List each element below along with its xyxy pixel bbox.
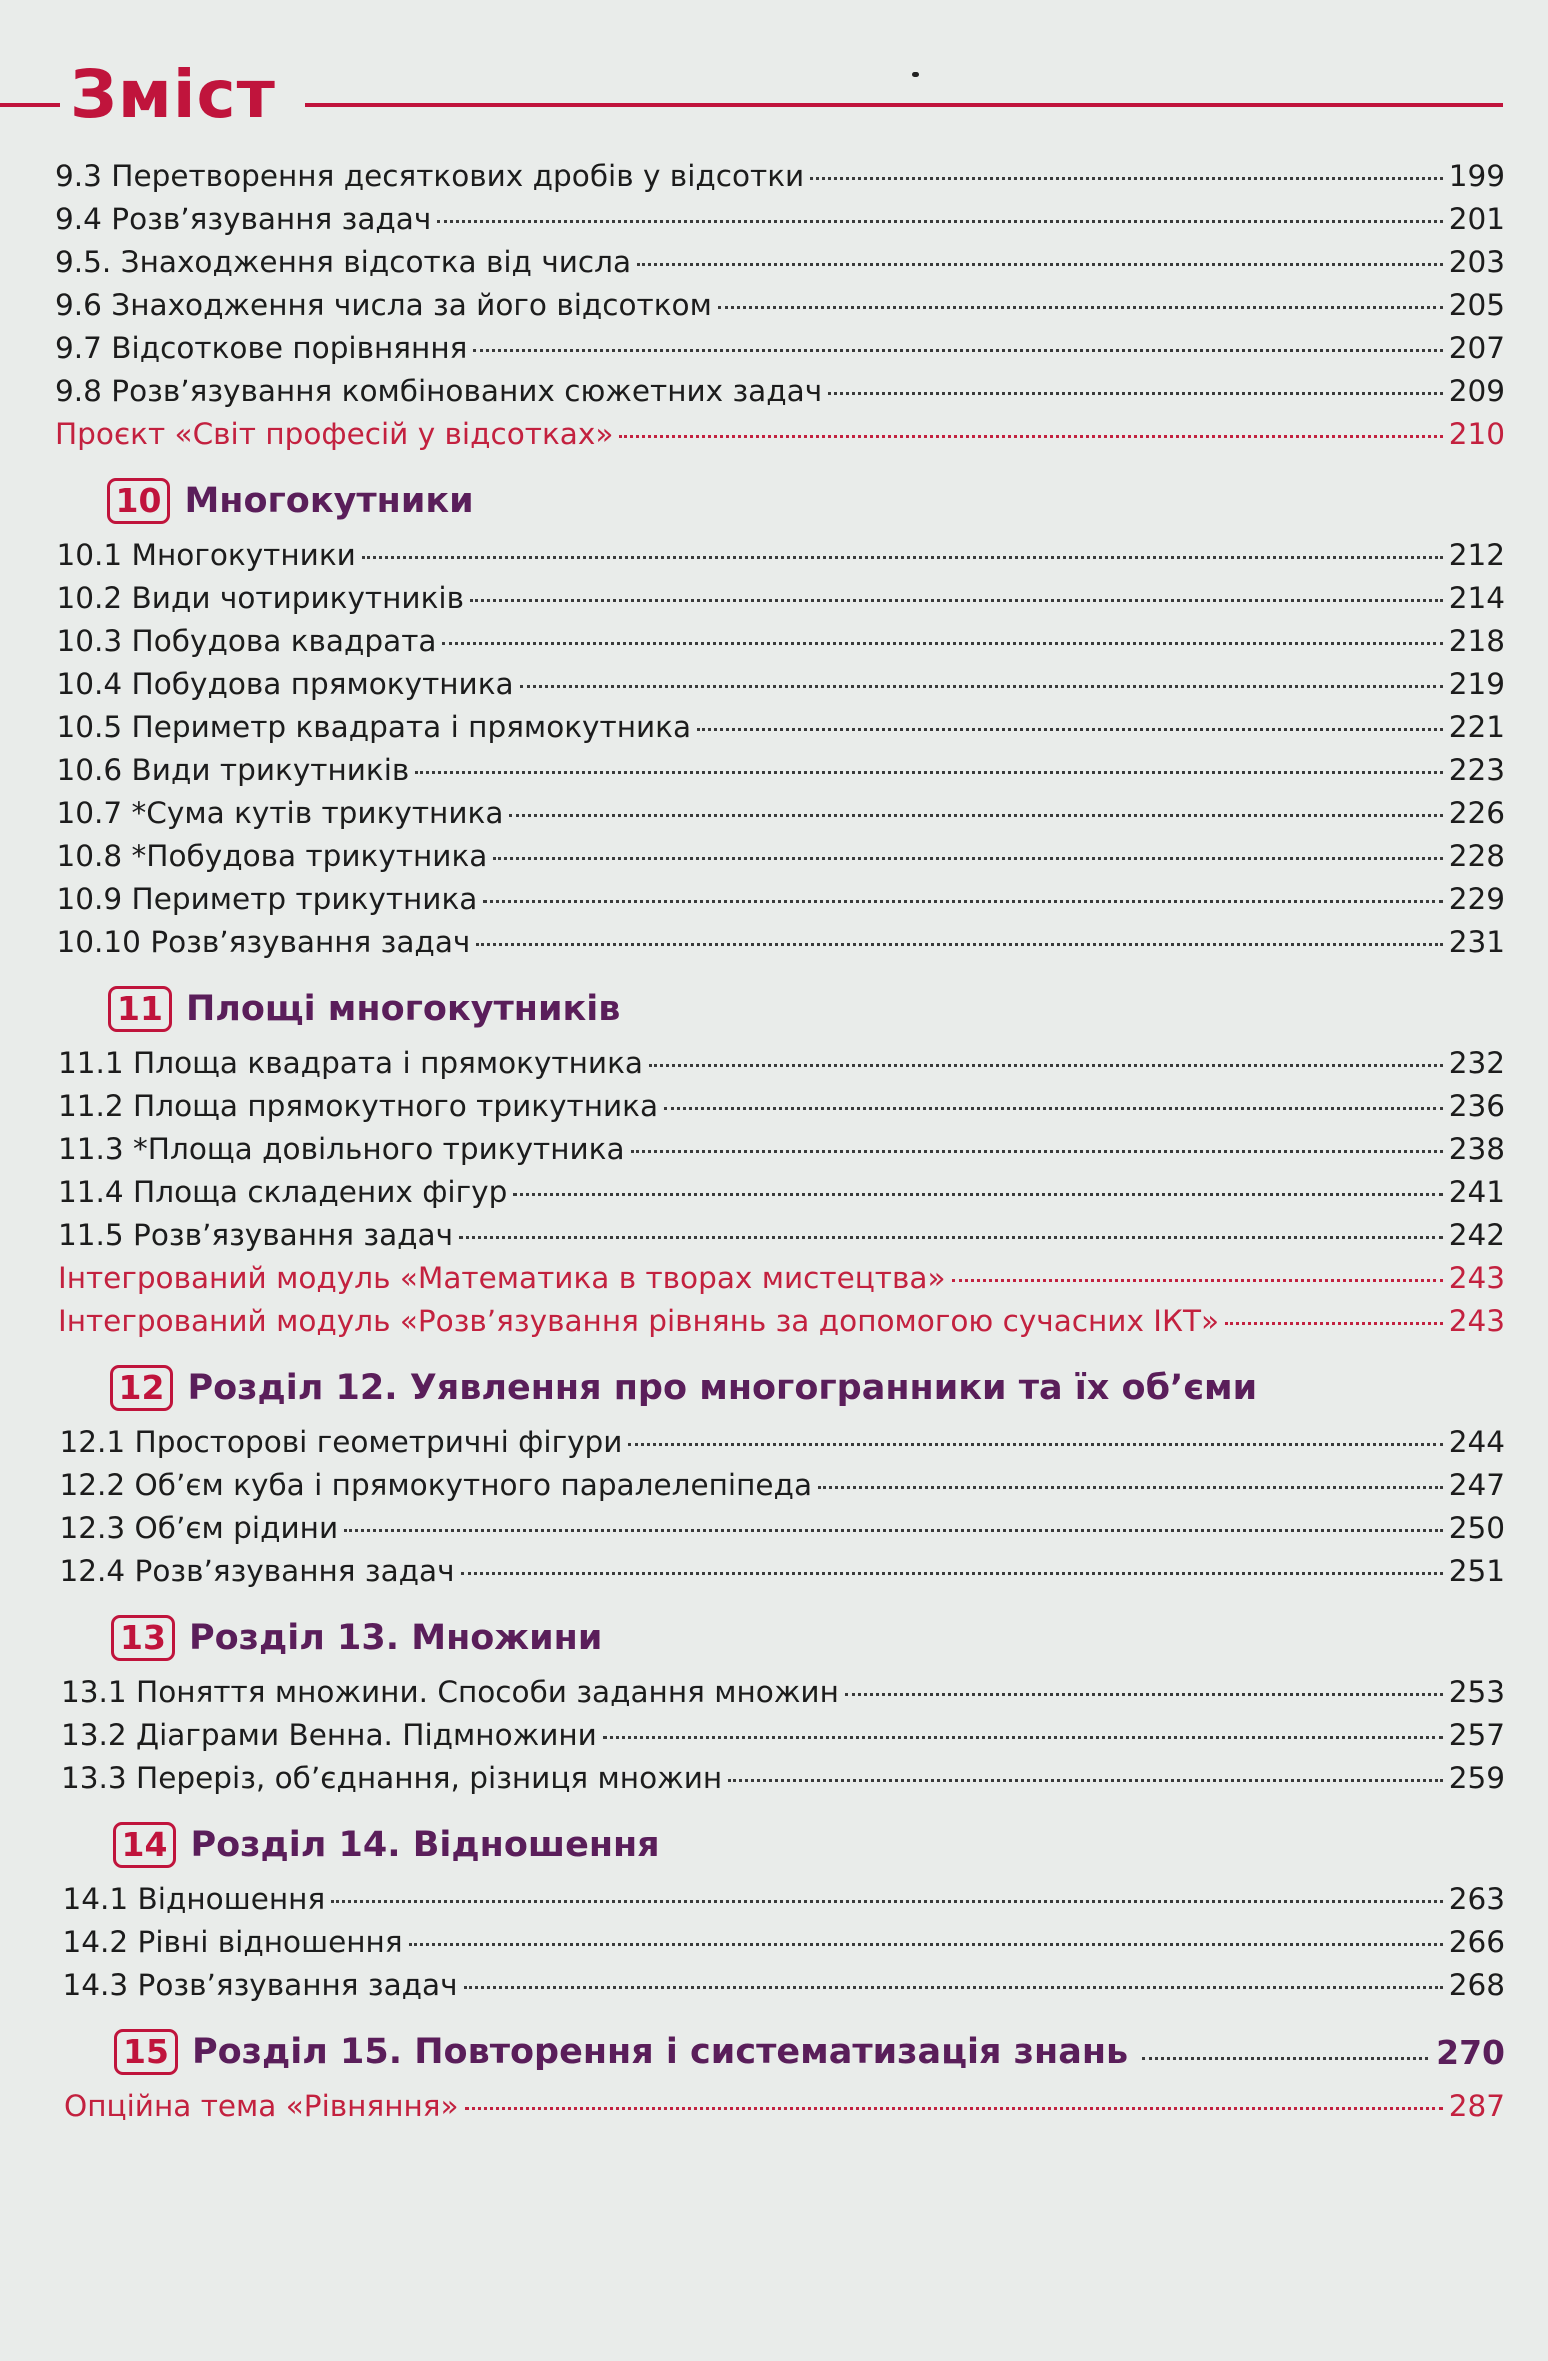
entry-page-number: 238 bbox=[1448, 1132, 1505, 1166]
entry-page-number: 212 bbox=[1448, 538, 1505, 572]
toc-entry[interactable] bbox=[55, 1671, 1505, 1714]
entry-label: 10.6 Види трикутників bbox=[56, 753, 410, 787]
entry-label: 10.9 Периметр трикутника bbox=[56, 882, 478, 916]
entry-page-number: 210 bbox=[1448, 417, 1505, 451]
toc-entry[interactable] bbox=[55, 749, 1505, 792]
toc-entry[interactable] bbox=[55, 370, 1505, 413]
leader-dots bbox=[459, 1236, 1443, 1239]
entry-label: 11.2 Площа прямокутного трикутника bbox=[58, 1089, 659, 1123]
entry-page-number: 257 bbox=[1448, 1718, 1505, 1752]
chapter-title: Розділ 13. Множини bbox=[188, 1618, 603, 1658]
toc-entry[interactable] bbox=[55, 1507, 1505, 1550]
leader-dots bbox=[628, 1443, 1442, 1446]
entry-label: Опційна тема «Рівняння» bbox=[64, 2089, 459, 2123]
entry-page-number: 242 bbox=[1448, 1218, 1505, 1252]
entry-page-number: 221 bbox=[1448, 710, 1505, 744]
toc-special-entry[interactable] bbox=[55, 1257, 1505, 1300]
entry-label: 12.4 Розв’язування задач bbox=[59, 1554, 455, 1588]
entry-page-number: 207 bbox=[1448, 331, 1505, 365]
title-rule-left bbox=[0, 103, 60, 107]
entry-label: 14.2 Рівні відношення bbox=[62, 1925, 403, 1959]
leader-dots bbox=[631, 1150, 1443, 1153]
leader-dots bbox=[728, 1779, 1443, 1782]
entry-label: 12.2 Об’єм куба і прямокутного паралелепіпеда bbox=[59, 1468, 813, 1502]
entry-label: 11.1 Площа квадрата і прямокутника bbox=[58, 1046, 643, 1080]
entry-label: 10.2 Види чотирикутників bbox=[56, 581, 464, 615]
entry-label: 9.3 Перетворення десяткових дробів у відсотки bbox=[55, 159, 805, 193]
entry-label: 11.3 *Площа довільного трикутника bbox=[58, 1132, 625, 1166]
chapter-number-badge: 15 bbox=[114, 2029, 178, 2075]
entry-page-number: 243 bbox=[1448, 1261, 1505, 1295]
entry-page-number: 218 bbox=[1448, 624, 1505, 658]
toc-entry[interactable] bbox=[55, 663, 1505, 706]
chapter-number-badge: 12 bbox=[110, 1365, 174, 1411]
entry-label: 10.7 *Сума кутів трикутника bbox=[56, 796, 504, 830]
entry-page-number: 241 bbox=[1448, 1175, 1505, 1209]
entry-label: Проєкт «Світ професій у відсотках» bbox=[55, 417, 614, 451]
entry-page-number: 244 bbox=[1448, 1425, 1505, 1459]
print-speck bbox=[912, 72, 919, 77]
leader-dots bbox=[520, 685, 1443, 688]
leader-dots bbox=[483, 900, 1442, 903]
entry-page-number: 251 bbox=[1448, 1554, 1505, 1588]
toc-entry[interactable] bbox=[55, 1214, 1505, 1257]
entry-page-number: 253 bbox=[1448, 1675, 1505, 1709]
entry-label: 9.8 Розв’язування комбінованих сюжетних задач bbox=[55, 374, 823, 408]
leader-dots bbox=[465, 2107, 1443, 2110]
chapter-number-badge: 13 bbox=[111, 1615, 175, 1661]
toc-entry[interactable] bbox=[55, 1085, 1505, 1128]
entry-label: 10.4 Побудова прямокутника bbox=[56, 667, 514, 701]
leader-dots bbox=[845, 1693, 1443, 1696]
entry-label: 13.2 Діаграми Венна. Підмножини bbox=[61, 1718, 597, 1752]
toc-entry[interactable] bbox=[55, 1921, 1505, 1964]
entry-label: 13.3 Переріз, об’єднання, різниця множин bbox=[61, 1761, 723, 1795]
toc-special-entry[interactable] bbox=[55, 413, 1505, 456]
entry-label: 10.1 Многокутники bbox=[56, 538, 356, 572]
chapter-page-number: 270 bbox=[1436, 2032, 1505, 2072]
entry-label: 12.3 Об’єм рідини bbox=[59, 1511, 339, 1545]
leader-dots bbox=[476, 943, 1442, 946]
chapter-heading-15[interactable] bbox=[55, 2029, 1505, 2075]
toc-entry[interactable] bbox=[55, 155, 1505, 198]
toc-entry[interactable] bbox=[55, 878, 1505, 921]
entry-page-number: 266 bbox=[1448, 1925, 1505, 1959]
entry-label: 9.6 Знаходження числа за його відсотком bbox=[55, 288, 712, 322]
toc-entry[interactable] bbox=[55, 241, 1505, 284]
toc-entry[interactable] bbox=[55, 1878, 1505, 1921]
chapter-number-badge: 14 bbox=[113, 1822, 177, 1868]
entry-page-number: 203 bbox=[1448, 245, 1505, 279]
leader-dots bbox=[493, 857, 1442, 860]
leader-dots bbox=[1225, 1322, 1443, 1325]
entry-page-number: 243 bbox=[1448, 1304, 1505, 1338]
toc-entry[interactable] bbox=[55, 706, 1505, 749]
leader-dots bbox=[464, 1986, 1443, 1989]
chapter-title: Розділ 15. Повторення і систематизація знань bbox=[191, 2032, 1129, 2072]
leader-dots bbox=[331, 1900, 1442, 1903]
chapter-number-badge: 10 bbox=[107, 478, 171, 524]
entry-label: 10.8 *Побудова трикутника bbox=[56, 839, 488, 873]
leader-dots bbox=[509, 814, 1442, 817]
entry-label: 10.10 Розв’язування задач bbox=[56, 925, 471, 959]
toc-entry[interactable] bbox=[55, 327, 1505, 370]
entry-page-number: 263 bbox=[1448, 1882, 1505, 1916]
toc-special-entry[interactable] bbox=[55, 1300, 1505, 1343]
entry-page-number: 228 bbox=[1448, 839, 1505, 873]
toc-entry[interactable] bbox=[55, 534, 1505, 577]
toc-entry[interactable] bbox=[55, 1550, 1505, 1593]
toc-entry[interactable] bbox=[55, 1964, 1505, 2007]
toc-entry[interactable] bbox=[55, 1421, 1505, 1464]
leader-dots bbox=[818, 1486, 1443, 1489]
entry-label: Інтегрований модуль «Математика в творах мистецтва» bbox=[58, 1261, 946, 1295]
toc-entry[interactable] bbox=[55, 284, 1505, 327]
toc-entry[interactable] bbox=[55, 620, 1505, 663]
toc-entry[interactable] bbox=[55, 792, 1505, 835]
entry-page-number: 226 bbox=[1448, 796, 1505, 830]
leader-dots bbox=[828, 392, 1443, 395]
entry-label: 13.1 Поняття множини. Способи задання множин bbox=[61, 1675, 839, 1709]
entry-page-number: 236 bbox=[1448, 1089, 1505, 1123]
table-of-contents bbox=[55, 155, 1505, 2128]
entry-page-number: 214 bbox=[1448, 581, 1505, 615]
toc-entry[interactable] bbox=[55, 198, 1505, 241]
entry-page-number: 268 bbox=[1448, 1968, 1505, 2002]
leader-dots bbox=[415, 771, 1442, 774]
toc-entry[interactable] bbox=[55, 1464, 1505, 1507]
leader-dots bbox=[470, 599, 1443, 602]
toc-entry[interactable] bbox=[55, 835, 1505, 878]
leader-dots bbox=[664, 1107, 1443, 1110]
leader-dots bbox=[697, 728, 1443, 731]
entry-label: 10.3 Побудова квадрата bbox=[56, 624, 437, 658]
leader-dots bbox=[810, 177, 1442, 180]
leader-dots bbox=[1142, 2057, 1428, 2060]
entry-page-number: 199 bbox=[1448, 159, 1505, 193]
chapter-heading-10[interactable] bbox=[55, 478, 1505, 524]
chapter-heading-13[interactable] bbox=[55, 1615, 1505, 1661]
page-title: Зміст bbox=[70, 56, 276, 133]
toc-entry[interactable] bbox=[55, 1714, 1505, 1757]
toc-entry[interactable] bbox=[55, 921, 1505, 964]
leader-dots bbox=[637, 263, 1443, 266]
entry-page-number: 247 bbox=[1448, 1468, 1505, 1502]
leader-dots bbox=[473, 349, 1442, 352]
entry-label: 11.5 Розв’язування задач bbox=[58, 1218, 454, 1252]
toc-special-entry[interactable] bbox=[55, 2085, 1505, 2128]
entry-page-number: 219 bbox=[1448, 667, 1505, 701]
leader-dots bbox=[409, 1943, 1443, 1946]
entry-page-number: 201 bbox=[1448, 202, 1505, 236]
chapter-heading-12[interactable] bbox=[55, 1365, 1505, 1411]
entry-label: 11.4 Площа складених фігур bbox=[58, 1175, 508, 1209]
entry-page-number: 209 bbox=[1448, 374, 1505, 408]
entry-label: 14.1 Відношення bbox=[62, 1882, 326, 1916]
toc-entry[interactable] bbox=[55, 577, 1505, 620]
entry-page-number: 232 bbox=[1448, 1046, 1505, 1080]
chapter-title: Розділ 14. Відношення bbox=[190, 1825, 660, 1865]
entry-label: 9.5. Знаходження відсотка від числа bbox=[55, 245, 632, 279]
entry-label: 9.7 Відсоткове порівняння bbox=[55, 331, 468, 365]
leader-dots bbox=[437, 220, 1442, 223]
entry-page-number: 205 bbox=[1448, 288, 1505, 322]
leader-dots bbox=[603, 1736, 1443, 1739]
chapter-title: Розділ 12. Уявлення про многогранники та їх об’єми bbox=[187, 1368, 1258, 1408]
leader-dots bbox=[362, 556, 1443, 559]
chapter-heading-11[interactable] bbox=[55, 986, 1505, 1032]
toc-entry[interactable] bbox=[55, 1171, 1505, 1214]
chapter-number-badge: 11 bbox=[108, 986, 172, 1032]
chapter-title: Площі многокутників bbox=[185, 989, 621, 1029]
leader-dots bbox=[344, 1529, 1443, 1532]
entry-label: 10.5 Периметр квадрата і прямокутника bbox=[56, 710, 692, 744]
leader-dots bbox=[619, 435, 1442, 438]
toc-entry[interactable] bbox=[55, 1128, 1505, 1171]
entry-label: Інтегрований модуль «Розв’язування рівнянь за допомогою сучасних ІКТ» bbox=[58, 1304, 1220, 1338]
leader-dots bbox=[649, 1064, 1443, 1067]
title-rule-right bbox=[305, 103, 1503, 107]
leader-dots bbox=[442, 642, 1442, 645]
leader-dots bbox=[952, 1279, 1443, 1282]
entry-label: 12.1 Просторові геометричні фігури bbox=[59, 1425, 623, 1459]
entry-page-number: 250 bbox=[1448, 1511, 1505, 1545]
leader-dots bbox=[513, 1193, 1442, 1196]
entry-label: 9.4 Розв’язування задач bbox=[55, 202, 432, 236]
chapter-title: Многокутники bbox=[184, 481, 474, 521]
toc-entry[interactable] bbox=[55, 1042, 1505, 1085]
entry-page-number: 259 bbox=[1448, 1761, 1505, 1795]
entry-page-number: 229 bbox=[1448, 882, 1505, 916]
leader-dots bbox=[461, 1572, 1443, 1575]
entry-label: 14.3 Розв’язування задач bbox=[62, 1968, 458, 2002]
leader-dots bbox=[718, 306, 1443, 309]
chapter-heading-14[interactable] bbox=[55, 1822, 1505, 1868]
entry-page-number: 223 bbox=[1448, 753, 1505, 787]
entry-page-number: 287 bbox=[1448, 2089, 1505, 2123]
entry-page-number: 231 bbox=[1448, 925, 1505, 959]
toc-entry[interactable] bbox=[55, 1757, 1505, 1800]
